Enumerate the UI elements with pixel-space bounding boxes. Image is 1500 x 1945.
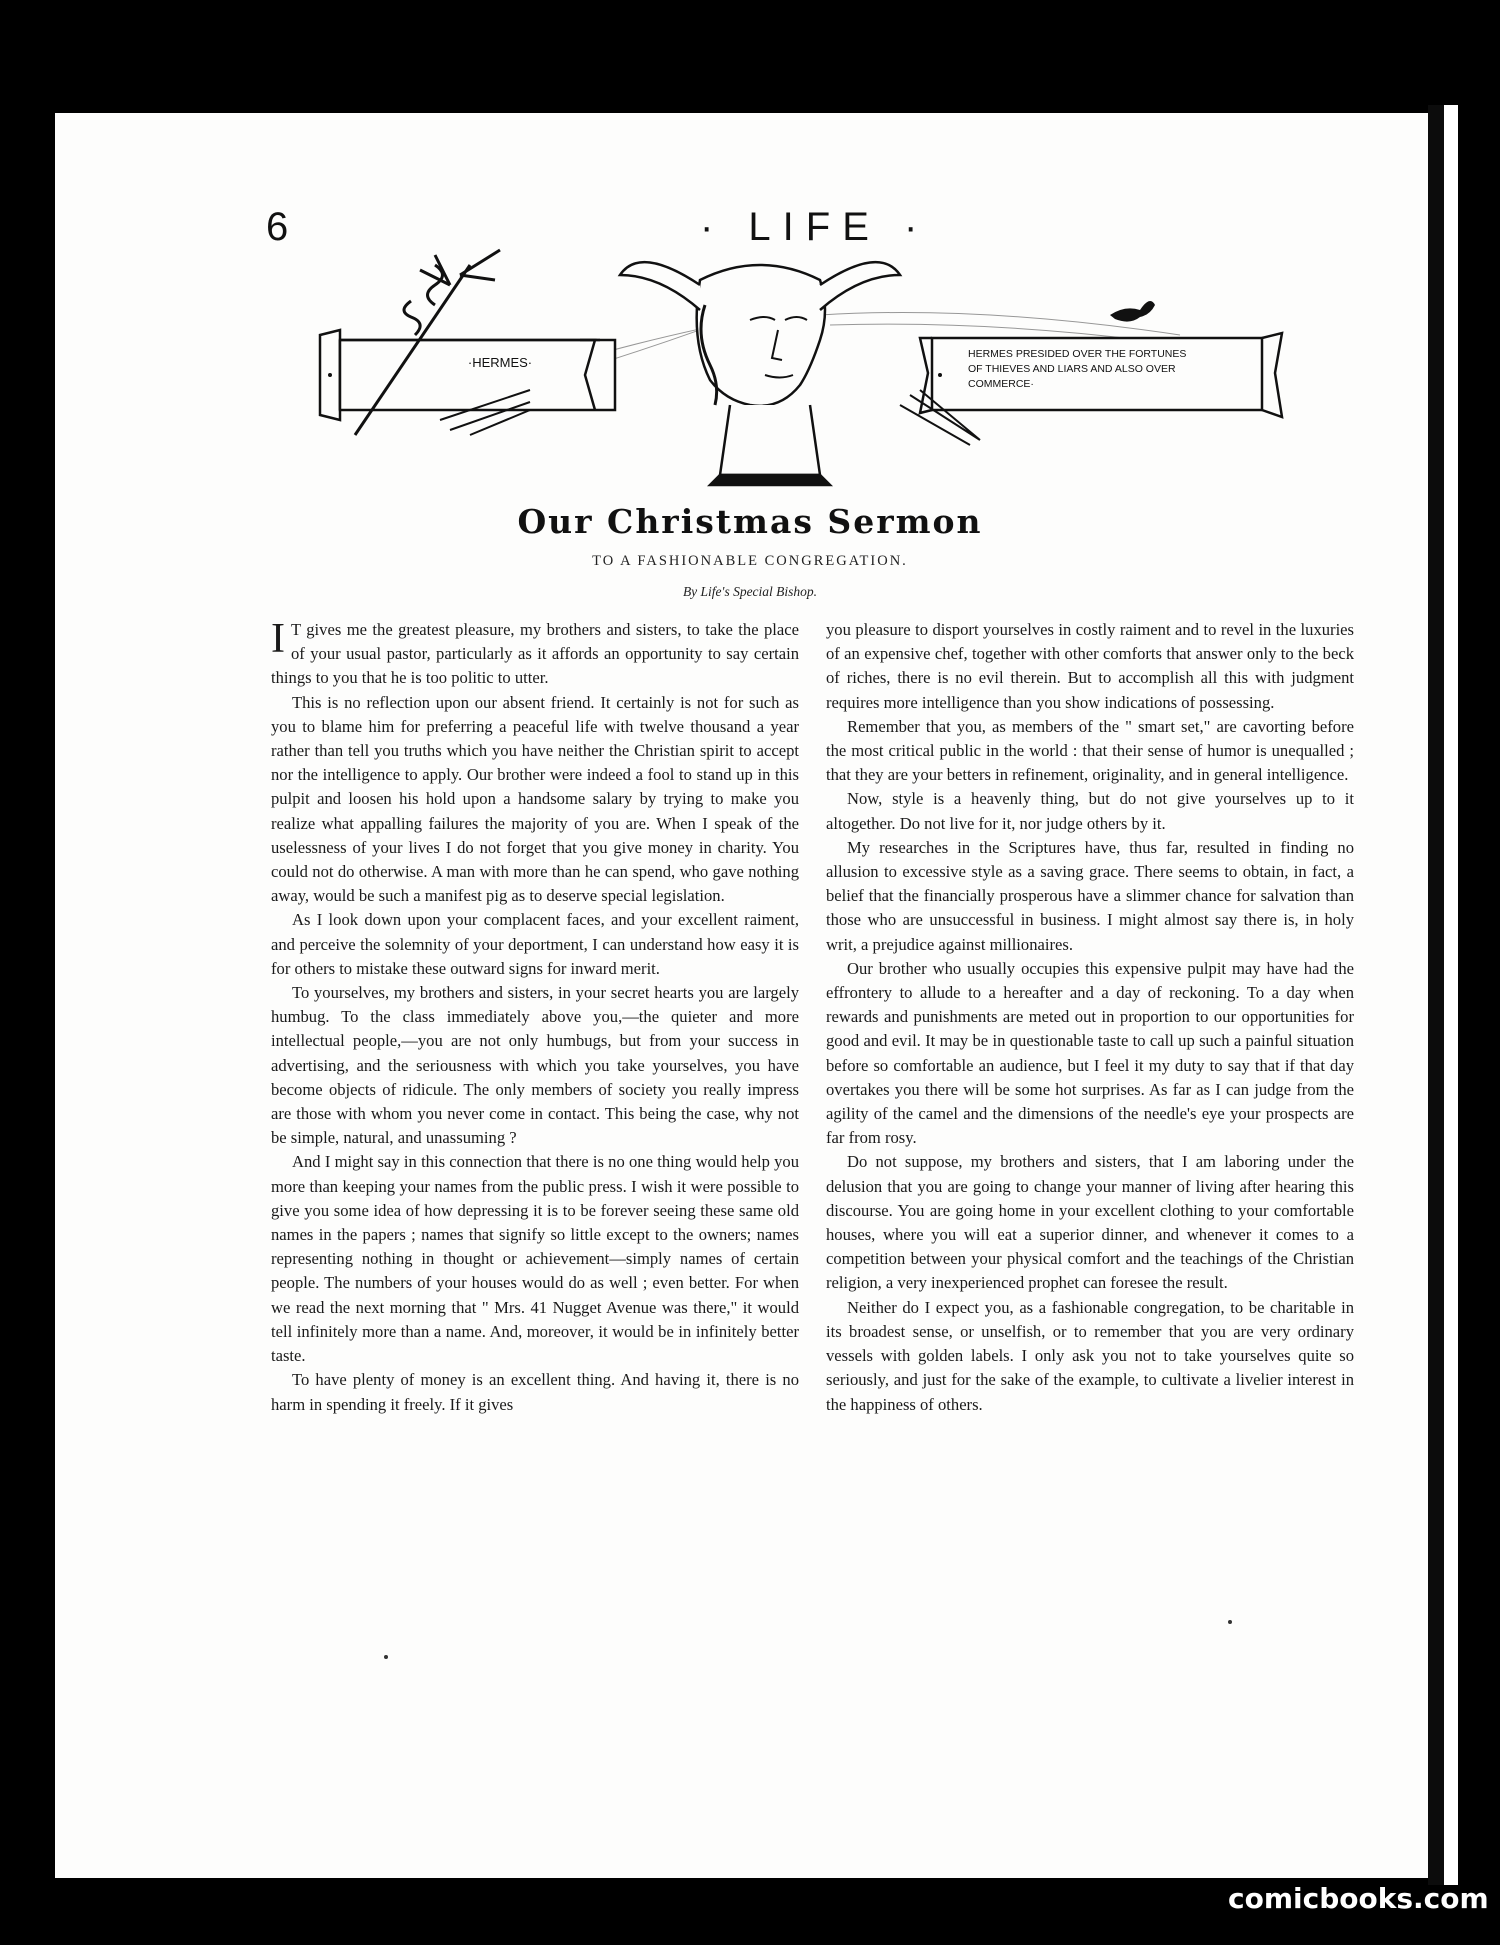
masthead-title: · LIFE · xyxy=(700,205,930,249)
print-speck xyxy=(384,1655,388,1659)
paragraph xyxy=(271,618,799,691)
right-banner-text-line: OF THIEVES AND LIARS AND ALSO OVER xyxy=(968,363,1176,375)
article-subtitle: TO A FASHIONABLE CONGREGATION. xyxy=(592,553,908,569)
right-banner xyxy=(920,333,1282,417)
page-binding-edge xyxy=(1428,105,1444,1885)
paragraph-text: T gives me the greatest pleasure, my brothers and sisters, to take the place of your usual pastor, particularly as it affords an opportunity to say certain things to you that he is too politic to utter. xyxy=(271,620,799,688)
drop-cap: I xyxy=(271,616,285,662)
paragraph: To have plenty of money is an excellent thing. And having it, there is no harm in spending it freely. If it gives xyxy=(271,1370,799,1414)
right-banner-text-line: COMMERCE· xyxy=(968,378,1034,390)
article-column-left xyxy=(271,618,799,1417)
page-number: 6 xyxy=(266,205,289,249)
article-column-right xyxy=(826,618,1354,1417)
article-title: Our Christmas Sermon xyxy=(517,502,983,541)
watermark-text: comicbooks.com xyxy=(1228,1882,1489,1915)
article-byline: By Life's Special Bishop. xyxy=(682,584,818,599)
paragraph: To yourselves, my brothers and sisters, in your secret hearts you are largely humbug. To the class immediately above you,—the quieter and more intellectual people,—you are not only humbugs, but from your success in advertising, and the seriousness with which you take yourselves, you have become objects of ridicule. The only members of society you really impress are those with whom you never come in contact. This being the case, why not be simple, natural, and unassuming ? xyxy=(271,983,799,1148)
paragraph: Our brother who usually occupies this expensive pulpit may have had the effrontery to allude to a hereafter and a day of reckoning. To a day when rewards and punishments are meted out in proportion to our opportunities for good and evil. It may be in questionable taste to call up such a painful situation before so comfortable an audience, but I feel it my duty to say that if that day overtakes you there will be some hot surprises. As far as I can judge from the agility of the camel and the dimensions of the needle's eye your prospects are far from rosy. xyxy=(826,958,1354,1148)
paragraph: Now, style is a heavenly thing, but do not give yourselves up to it altogether. Do not live for it, nor judge others by it. xyxy=(826,789,1354,833)
paragraph: Neither do I expect you, as a fashionable congregation, to be charitable in its broadest sense, or unselfish, or to remember that you are very ordinary vessels with golden labels. I only ask you not to take yourselves quite so seriously, and just for the sake of the example, to cultivate a livelier interest in the happiness of others. xyxy=(826,1297,1354,1414)
paragraph: And I might say in this connection that there is no one thing would help you more than keeping your names from the public press. I wish it were possible to give you some idea of how depressing it is to be forever seeing these same old names in the papers ; names that signify so little except to the owners; names representing nothing in thought or achievement—simply names of certain people. The numbers of your houses would do as well ; even better. For when we read the next morning that " Mrs. 41 Nugget Avenue was there," it would tell infinitely more than a name. And, moreover, it would be in infinitely better taste. xyxy=(271,1152,799,1366)
hermes-illustration xyxy=(300,245,1300,490)
left-banner xyxy=(320,330,615,420)
paragraph: As I look down upon your complacent faces, and your excellent raiment, and perceive the solemnity of your deportment, I can understand how easy it is for others to mistake these outward signs for inward merit. xyxy=(271,910,799,978)
left-banner-text: ·HERMES· xyxy=(467,355,533,370)
hermes-head xyxy=(620,262,900,485)
bird-icon xyxy=(1110,301,1155,322)
paragraph: Do not suppose, my brothers and sisters, that I am laboring under the delusion that you are going to change your manner of living after hearing this discourse. You are going home in your excellent clothing to your comfortable houses, where you will eat a superior dinner, and whenever it comes to a competition between your physical comfort and the teachings of the Christian religion, a very inexperienced prophet can foresee the result. xyxy=(826,1152,1354,1293)
paragraph: This is no reflection upon our absent friend. It certainly is not for such as you to blame him for preferring a peaceful life with twelve thousand a year rather than tell you truths which you have neither the Christian spirit to accept nor the intelligence to apply. Our brother were indeed a fool to stand up in this pulpit and loosen his hold upon a handsome salary by trying to make you realize what appalling failures the majority of you are. When I speak of the uselessness of your lives I do not forget that you give money in charity. You could not do otherwise. A man with more than he can spend, who gave nothing away, would be such a manifest pig as to deserve special legislation. xyxy=(271,692,799,906)
paragraph: you pleasure to disport yourselves in costly raiment and to revel in the luxuries of an expensive chef, together with other comforts that answer only to the beck of riches, there is no evil therein. But to accomplish all this with judgment requires more intelligence than you show indications of possessing. xyxy=(826,620,1354,712)
next-page-edge xyxy=(1444,105,1458,1885)
print-speck xyxy=(1228,1620,1232,1624)
paragraph: My researches in the Scriptures have, thus far, resulted in finding no allusion to excessive style as a saving grace. There seems to obtain, in fact, a belief that the financially prosperous have a slimmer chance for salvation than those who are unsuccessful in business. I might almost say there is, in holy writ, a prejudice against millionaires. xyxy=(826,837,1354,954)
paragraph: Remember that you, as members of the " smart set," are cavorting before the most critical public in the world : that their sense of humor is unequalled ; that they are your betters in refinement, originality, and in general intelligence. xyxy=(826,716,1354,785)
right-banner-text-line: HERMES PRESIDED OVER THE FORTUNES xyxy=(968,348,1187,360)
